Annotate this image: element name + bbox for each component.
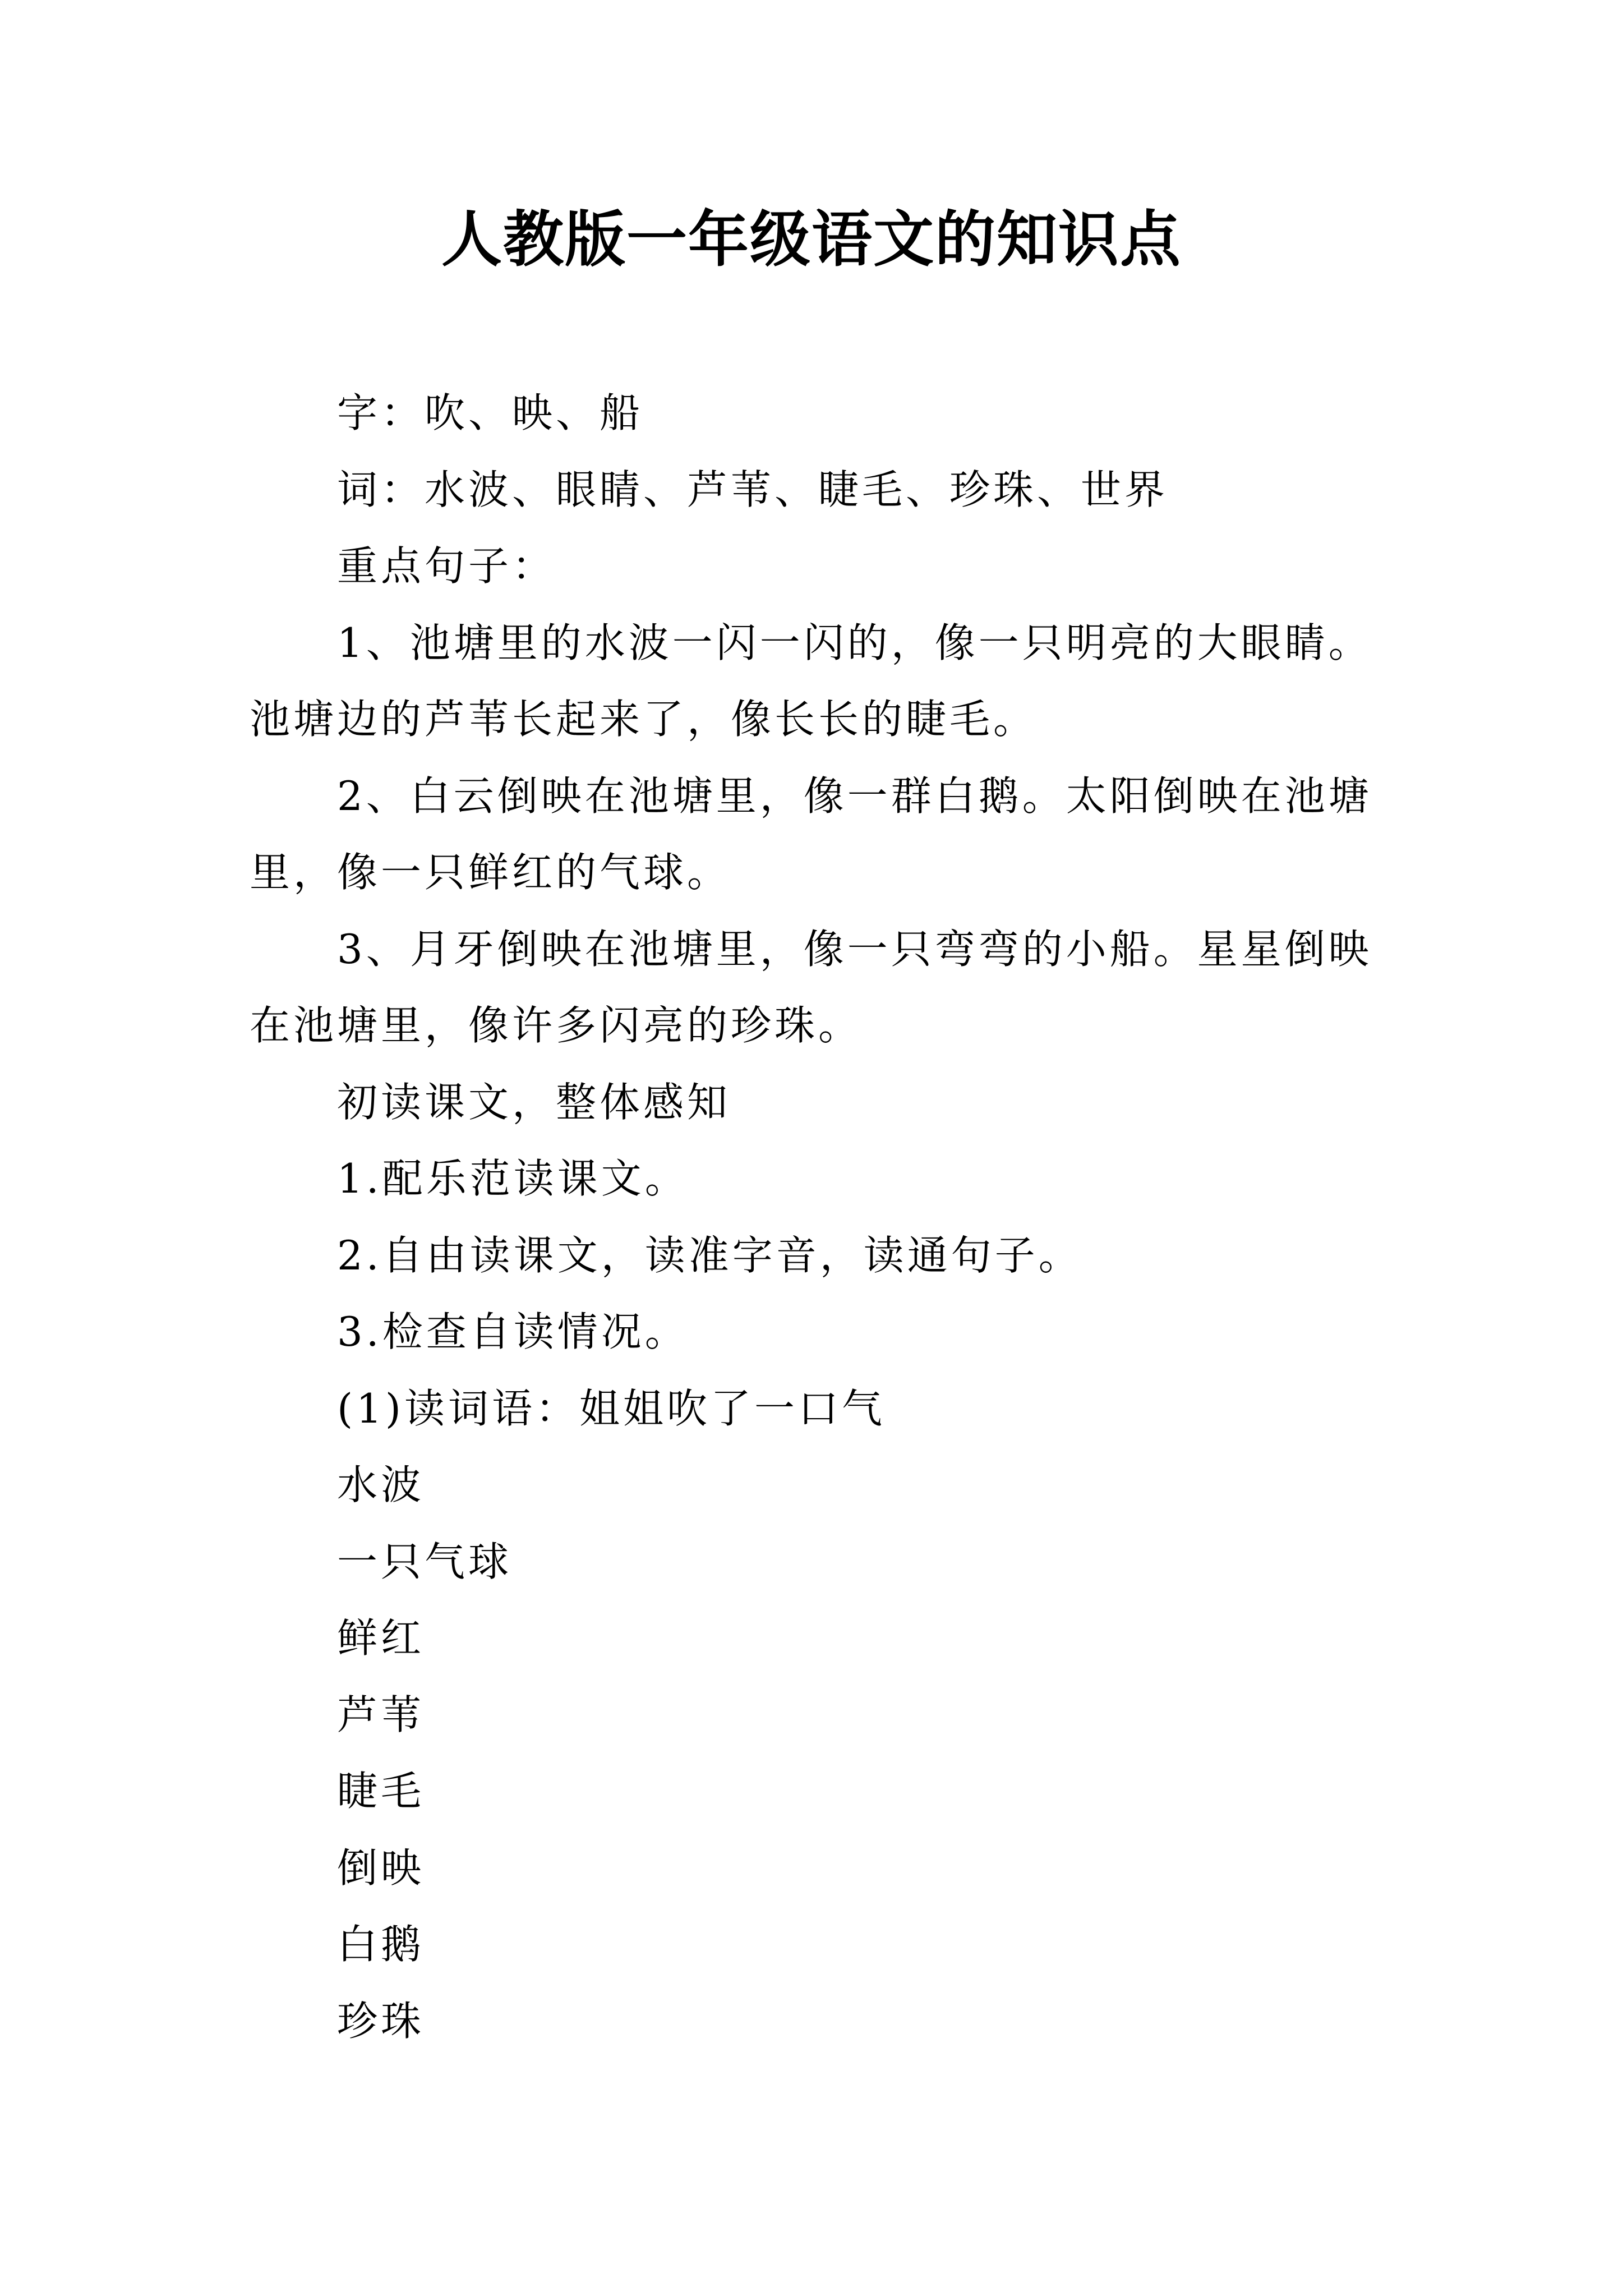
paragraph-first-reading-heading: 初读课文，整体感知 xyxy=(337,1078,731,1126)
paragraph-words: 词：水波、眼睛、芦苇、睫毛、珍珠、世界 xyxy=(337,466,1169,513)
paragraph-step-2: 2.自由读课文，读准字音，读通句子。 xyxy=(337,1231,1082,1279)
vocab-item: 水波 xyxy=(337,1461,425,1508)
vocab-item: 白鹅 xyxy=(337,1921,425,1968)
vocab-item: 倒映 xyxy=(337,1844,425,1892)
paragraph-sentence-2: 2、白云倒映在池塘里，像一群白鹅。太阳倒映在池塘里，像一只鲜红的气球。 xyxy=(250,772,1372,896)
paragraph-step-1: 1.配乐范读课文。 xyxy=(337,1155,689,1202)
paragraph-step-3: 3.检查自读情况。 xyxy=(337,1308,689,1355)
paragraph-characters: 字：吹、映、船 xyxy=(337,389,644,436)
paragraph-key-sentences-heading: 重点句子： xyxy=(337,542,556,590)
paragraph-read-words: (1)读词语：姐姐吹了一口气 xyxy=(337,1384,886,1432)
vocab-item: 一只气球 xyxy=(337,1538,513,1585)
vocab-item: 珍珠 xyxy=(337,1997,425,2045)
vocab-item: 睫毛 xyxy=(337,1768,425,1815)
vocab-item: 芦苇 xyxy=(337,1691,425,1738)
paragraph-sentence-3: 3、月牙倒映在池塘里，像一只弯弯的小船。星星倒映在池塘里，像许多闪亮的珍珠。 xyxy=(250,925,1372,1049)
document-body xyxy=(250,375,1391,2059)
vocab-item: 鲜红 xyxy=(337,1614,425,1662)
paragraph-sentence-1: 1、池塘里的水波一闪一闪的，像一只明亮的大眼睛。池塘边的芦苇长起来了，像长长的睫毛。 xyxy=(250,619,1372,743)
document-title: 人教版一年级语文的知识点 xyxy=(441,205,1182,275)
